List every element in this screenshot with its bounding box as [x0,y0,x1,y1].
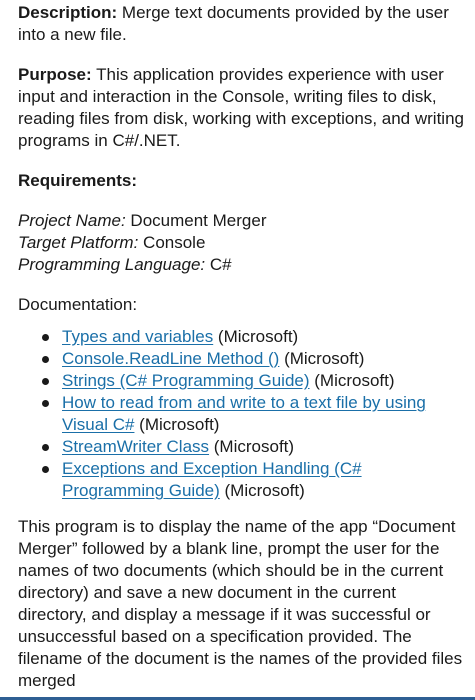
document-content [18,2,466,692]
description-paragraph [18,2,466,46]
list-item [40,458,466,502]
link-strings-guide[interactable]: Strings (C# Programming Guide) [62,371,310,390]
documentation-links-list [18,326,466,502]
programming-language-line [18,254,466,276]
requirements-heading-text: Requirements: [18,171,138,190]
purpose-paragraph [18,64,466,152]
link-console-readline[interactable]: Console.ReadLine Method () [62,349,280,368]
project-name-line [18,210,466,232]
documentation-heading: Documentation: [18,295,138,314]
bullet-icon [42,356,49,363]
list-item [40,370,466,392]
description-text: Merge text documents provided by the user into a new file. [18,3,449,44]
bullet-icon [42,378,49,385]
link-source: (Microsoft) [309,371,395,390]
link-exceptions-handling[interactable]: Exceptions and Exception Handling (C# Programming Guide) [62,459,362,500]
link-source: (Microsoft) [213,327,299,346]
program-description-paragraph: This program is to display the name of the app “Document Merger” followed by a blank line, prompt the user for the names of two documents (which should be in the current directory) and save a new document in the current directory, and display a message if it was successful or unsuccessful based on a specification provided. The filename of the document is the names of the provided files merged [18,517,463,690]
list-item [40,326,466,348]
project-name-value: Document Merger [125,211,267,230]
bullet-icon [42,444,49,451]
link-source: (Microsoft) [279,349,365,368]
programming-language-label: Programming Language: [18,255,206,274]
purpose-label: Purpose: [18,65,92,84]
target-platform-line [18,232,466,254]
link-read-write-text-file[interactable]: How to read from and write to a text file by using Visual C# [62,393,426,434]
link-source: (Microsoft) [134,415,220,434]
requirements-heading [18,170,466,192]
link-source: (Microsoft) [209,437,295,456]
target-platform-value: Console [138,233,206,252]
link-streamwriter-class[interactable]: StreamWriter Class [62,437,210,456]
list-item [40,348,466,370]
project-name-label: Project Name: [18,211,126,230]
bullet-icon [42,334,49,341]
list-item [40,392,466,436]
project-details [18,210,466,276]
target-platform-label: Target Platform: [18,233,139,252]
bullet-icon [42,466,49,473]
programming-language-value: C# [205,255,232,274]
description-label: Description: [18,3,118,22]
purpose-text: This application provides experience with user input and interaction in the Console, writing files to disk, reading files from disk, working with exceptions, and writing programs in C#/.NET. [18,65,464,150]
bullet-icon [42,400,49,407]
list-item [40,436,466,458]
link-source: (Microsoft) [219,481,305,500]
link-types-and-variables[interactable]: Types and variables [62,327,214,346]
